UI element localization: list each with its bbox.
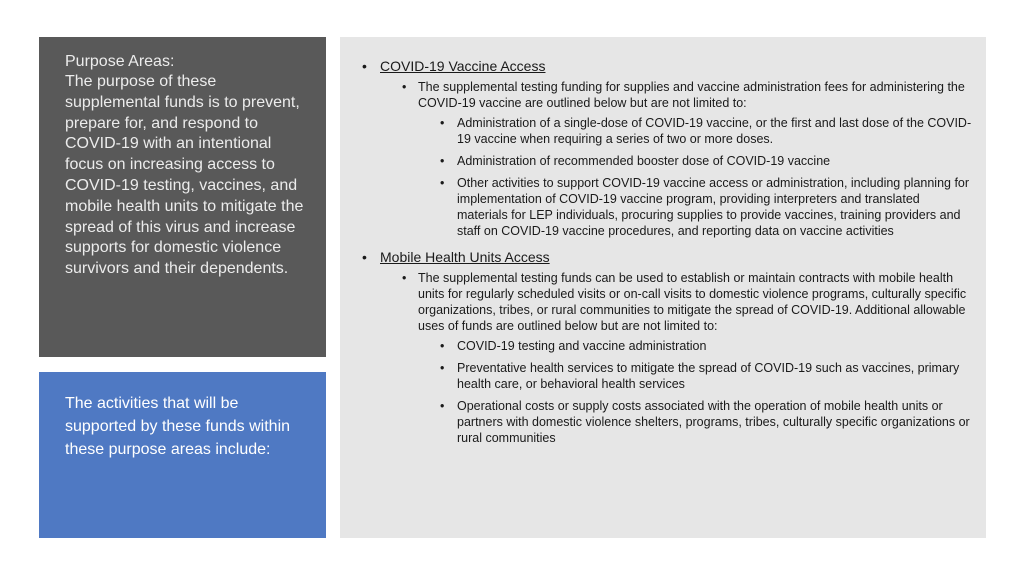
list-item: • COVID-19 testing and vaccine administration [418, 338, 972, 354]
section-title: COVID-19 Vaccine Access [380, 58, 546, 74]
activities-text: The activities that will be supported by these funds within these purpose areas include: [65, 395, 291, 458]
item-list [418, 338, 972, 446]
list-item: • Operational costs or supply costs associated with the operation of mobile health units or partners with domestic violence shelters, programs, tribes, culturally specific organizations or rural communities [418, 398, 972, 446]
activities-panel [39, 372, 326, 538]
section-vaccine-access [352, 57, 972, 239]
section-intro-text: The supplemental testing funds can be used to establish or maintain contracts with mobile health units for regularly scheduled visits or on-call visits to domestic violence programs, culturally specific organizations, tribes, or rural communities to mitigate the spread of COVID-19. Additional allowable uses of funds are outlined below but are not limited to: [418, 271, 967, 333]
section-intro [380, 270, 972, 446]
details-panel [340, 37, 986, 538]
list-item: • Administration of a single-dose of COVID-19 vaccine, or the first and last dose of the COVID-19 vaccine when requiring a series of two or more doses. [418, 115, 972, 147]
item-list [418, 115, 972, 239]
section-intro-list [380, 79, 972, 239]
list-item: • Administration of recommended booster dose of COVID-19 vaccine [418, 153, 972, 169]
purpose-areas-panel [39, 37, 326, 357]
purpose-areas-heading: Purpose Areas: [65, 53, 175, 70]
section-intro-text: The supplemental testing funding for supplies and vaccine administration fees for administering the COVID-19 vaccine are outlined below but are not limited to: [418, 80, 965, 110]
list-item: • Preventative health services to mitigate the spread of COVID-19 such as vaccines, primary health care, or behavioral health services [418, 360, 972, 392]
section-intro-list [380, 270, 972, 446]
purpose-areas-text: The purpose of these supplemental funds is to prevent, prepare for, and respond to COVID-19 with an intentional focus on increasing access to COVID-19 testing, vaccines, and mobile health units to mitigate the spread of this virus and increase supports for domestic violence survivors and their dependents. [65, 73, 304, 278]
list-item: • Other activities to support COVID-19 vaccine access or administration, including planning for implementation of COVID-19 vaccine program, providing interpreters and translated materials for LEP individuals, procuring supplies to provide vaccines, training providers and staff on COVID-19 vaccine procedures, and reporting data on vaccine activities [418, 175, 972, 239]
section-mobile-health-units [352, 248, 972, 446]
section-list [352, 57, 972, 446]
section-intro [380, 79, 972, 239]
section-title: Mobile Health Units Access [380, 249, 550, 265]
